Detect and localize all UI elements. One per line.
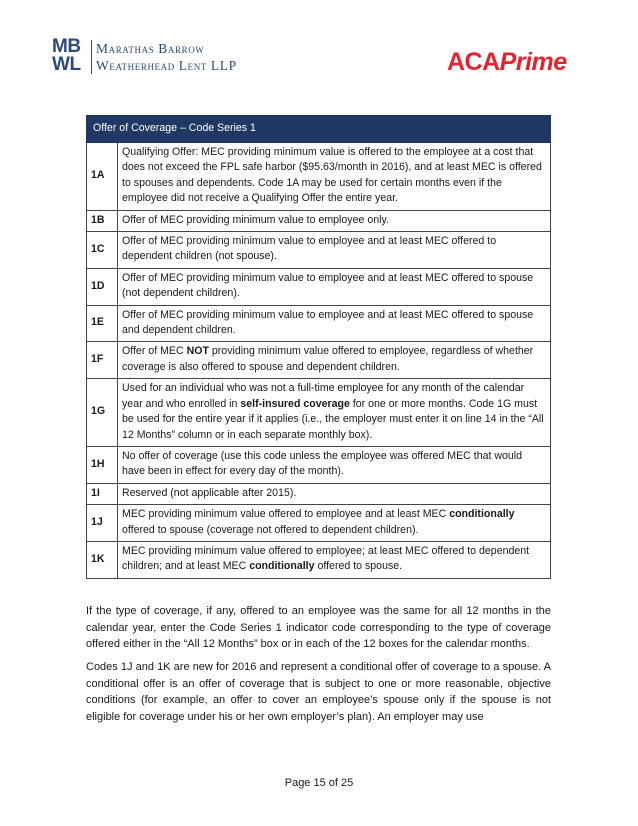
description-cell [118, 446, 551, 483]
code-cell: 1H [87, 446, 118, 483]
description-cell [118, 305, 551, 342]
code-cell: 1I [87, 483, 118, 504]
table-row [87, 305, 551, 342]
table-header-row [87, 116, 551, 143]
text-segment: for one or more months. Code 1G must be used for the entire year if it applies (i.e., the employer must enter it on line 14 in the “All 12 Months” column or in each separate monthly box). [122, 397, 544, 441]
description-cell [118, 143, 551, 211]
bold-text: NOT [186, 345, 209, 358]
text-segment: offered to spouse (coverage not offered to dependent children). [122, 523, 419, 536]
table-row [87, 232, 551, 269]
code-cell: 1E [87, 305, 118, 342]
text-segment: Qualifying Offer: MEC providing minimum value is offered to the employee at a cost that does not exceed the FPL safe harbor ($95.63/month in 2016), and at least MEC is offered to spouses and dependents. Code 1A may be used for certain months even if the employee did not receive a Qualifying Offer the entire year. [122, 146, 542, 205]
code-cell: 1G [87, 379, 118, 447]
table-row [87, 541, 551, 578]
bold-text: self-insured coverage [240, 397, 350, 410]
description-cell [118, 210, 551, 231]
page-number: Page 15 of 25 [284, 777, 354, 789]
paragraph-2: Codes 1J and 1K are new for 2016 and represent a conditional offer of coverage to a spouse. A conditional offer is an offer of coverage that is subject to one or more reasonable, objective conditions (for example, an offer to cover an employee’s spouse only if the spouse is not eligible for coverage under his or her own employer’s plan). An employer may use [86, 661, 551, 723]
table-row [87, 379, 551, 447]
code-cell: 1J [87, 505, 118, 542]
description-cell [118, 483, 551, 504]
bold-text: conditionally [449, 508, 515, 521]
logo-divider [91, 40, 92, 74]
logo-letter: B [67, 36, 81, 57]
text-segment: providing minimum value offered to employee, regardless of whether coverage is also offered to spouse and dependent children. [122, 345, 534, 373]
text-segment: Offer of MEC [122, 345, 187, 358]
description-cell [118, 342, 551, 379]
text-segment: MEC providing minimum value offered to employee and at least MEC [122, 508, 450, 521]
description-cell [118, 541, 551, 578]
firm-name [96, 40, 237, 74]
table-row [87, 505, 551, 542]
table-row [87, 143, 551, 211]
paragraph-1: If the type of coverage, if any, offered to an employee was the same for all 12 months in the calendar year, enter the Code Series 1 indicator code corresponding to the type of coverage offered either in the “All 12 Months” box or in each of the 12 boxes for the calendar months. [86, 605, 551, 651]
firm-name-line2: Weatherhead Lent LLP [96, 58, 237, 73]
firm-name-line1: Marathas Barrow [96, 41, 205, 56]
text-segment: Offer of MEC providing minimum value to employee and at least MEC offered to dependent children (not spouse). [122, 235, 497, 263]
table-row [87, 483, 551, 504]
mbwl-logo [52, 38, 88, 74]
code-cell: 1A [87, 143, 118, 211]
table-row [87, 210, 551, 231]
text-segment: Offer of MEC providing minimum value to employee only. [122, 213, 389, 226]
code-cell: 1F [87, 342, 118, 379]
prime-logo-part: Prime [499, 48, 567, 76]
code-cell: 1D [87, 268, 118, 305]
page-header [0, 0, 638, 100]
text-segment: Reserved (not applicable after 2015). [122, 486, 297, 499]
bold-text: conditionally [249, 560, 315, 573]
table-row [87, 268, 551, 305]
description-cell [118, 268, 551, 305]
logo-letter: M [52, 36, 68, 57]
code-series-table [86, 115, 551, 579]
text-segment: Used for an individual who was not a full-time employee for any month of the calendar year and who enrolled in [122, 382, 525, 410]
acaprime-logo [447, 48, 567, 76]
table-title: Offer of Coverage – Code Series 1 [87, 116, 551, 143]
logo-letter: W [52, 54, 70, 75]
text-segment: offered to spouse. [314, 560, 403, 573]
description-cell [118, 379, 551, 447]
description-cell [118, 505, 551, 542]
description-cell [118, 232, 551, 269]
table-row [87, 342, 551, 379]
code-cell: 1K [87, 541, 118, 578]
text-segment: Offer of MEC providing minimum value to employee and at least MEC offered to spouse (not dependent children). [122, 271, 534, 300]
logo-letter: L [69, 54, 81, 75]
code-cell: 1C [87, 232, 118, 269]
text-segment: MEC providing minimum value offered to employee; at least MEC offered to dependent children; and at least MEC [122, 544, 530, 573]
aca-logo-part: ACA [447, 48, 500, 76]
table-body [87, 143, 551, 579]
table-row [87, 446, 551, 483]
code-cell: 1B [87, 210, 118, 231]
text-segment: Offer of MEC providing minimum value to employee and at least MEC offered to spouse and dependent children. [122, 308, 534, 337]
text-segment: No offer of coverage (use this code unless the employee was offered MEC that would have been in effect for every day of the month). [122, 449, 523, 478]
